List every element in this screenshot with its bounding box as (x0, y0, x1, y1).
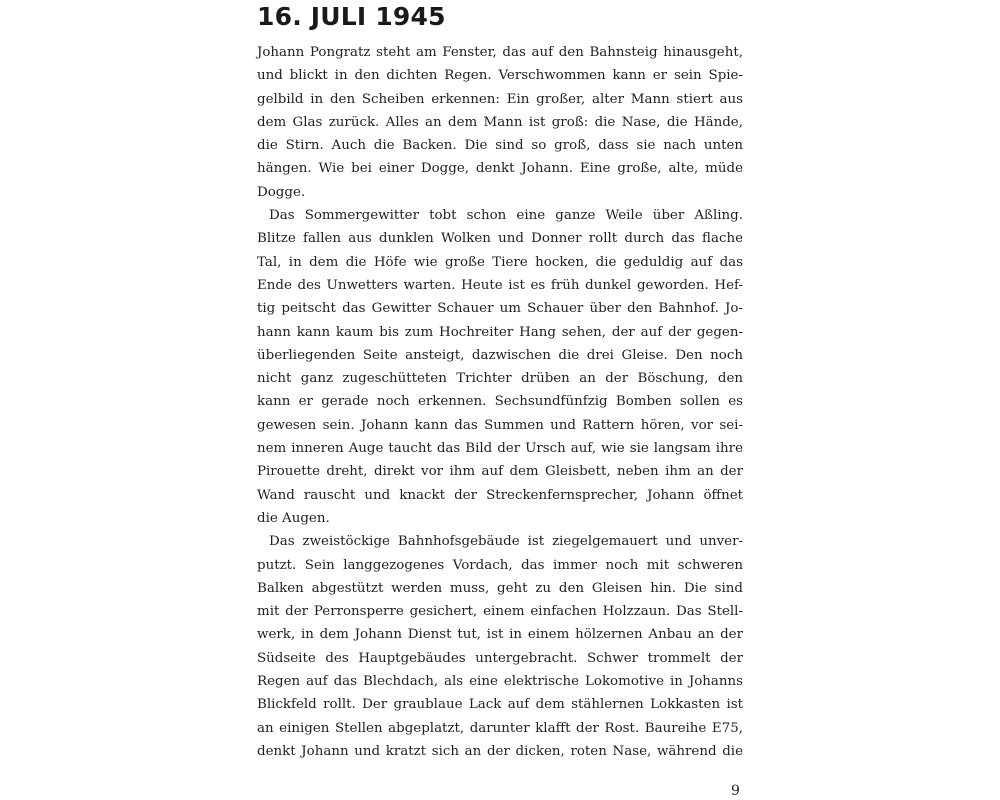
text-line: und blickt in den dichten Regen. Verschwommen kann er sein Spie- (257, 68, 743, 84)
text-line: Regen auf das Blechdach, als eine elektrische Lokomotive in Johanns (257, 674, 743, 690)
page-number: 9 (731, 783, 740, 799)
text-line: Balken abgestützt werden muss, geht zu den Gleisen hin. Die sind (257, 580, 743, 596)
text-line: Johann Pongratz steht am Fenster, das auf den Bahnsteig hinausgeht, (257, 45, 743, 60)
text-line: gelbild in den Scheiben erkennen: Ein großer, alter Mann stiert aus (257, 91, 743, 107)
text-line: dem Glas zurück. Alles an dem Mann ist groß: die Nase, die Hände, (257, 114, 743, 130)
body-text (257, 41, 743, 763)
paragraph-3 (257, 530, 743, 763)
text-line: die Stirn. Auch die Backen. Die sind so groß, dass sie nach unten (257, 138, 743, 154)
text-line: kann er gerade noch erkennen. Sechsundfünfzig Bomben sollen es (257, 394, 743, 410)
text-line: Wand rauscht und knackt der Streckenfernsprecher, Johann öffnet (257, 487, 743, 503)
text-line: die Augen. (257, 510, 330, 526)
text-line: Blickfeld rollt. Der graublaue Lack auf dem stählernen Lokkasten ist (257, 697, 743, 713)
text-line: überliegenden Seite ansteigt, dazwischen die drei Gleise. Den noch (257, 347, 743, 363)
text-line: hann kann kaum bis zum Hochreiter Hang sehen, der auf der gegen- (257, 324, 743, 340)
text-line: nicht ganz zugeschütteten Trichter drüben an der Böschung, den (257, 371, 743, 387)
text-line: werk, in dem Johann Dienst tut, ist in einem hölzernen Anbau an der (257, 627, 743, 643)
chapter-title: 16. JULI 1945 (257, 2, 446, 31)
text-line: Südseite des Hauptgebäudes untergebracht. Schwer trommelt der (257, 650, 743, 666)
text-line: Blitze fallen aus dunklen Wolken und Donner rollt durch das flache (257, 231, 743, 247)
text-line: Das zweistöckige Bahnhofsgebäude ist ziegelgemauert und unver- (269, 534, 743, 550)
text-line: hängen. Wie bei einer Dogge, denkt Johann. Eine große, alte, müde (257, 161, 743, 177)
text-line: mit der Perronsperre gesichert, einem einfachen Holzzaun. Das Stell- (257, 604, 743, 620)
text-line: gewesen sein. Johann kann das Summen und Rattern hören, vor sei- (257, 417, 743, 433)
paragraph-2 (257, 204, 743, 530)
paragraph-1 (257, 41, 743, 204)
text-line: nem inneren Auge taucht das Bild der Ursch auf, wie sie langsam ihre (257, 441, 743, 457)
text-line: Ende des Unwetters warten. Heute ist es früh dunkel geworden. Hef- (257, 277, 743, 293)
text-line: Das Sommergewitter tobt schon eine ganze Weile über Aßling. (269, 208, 743, 224)
text-line: Pirouette dreht, direkt vor ihm auf dem Gleisbett, neben ihm an der (257, 464, 743, 480)
text-line: Tal, in dem die Höfe wie große Tiere hocken, die geduldig auf das (257, 254, 743, 270)
text-line: denkt Johann und kratzt sich an der dicken, roten Nase, während die (257, 743, 743, 759)
text-line: Dogge. (257, 184, 306, 200)
text-line: an einigen Stellen abgeplatzt, darunter klafft der Rost. Baureihe E75, (257, 720, 743, 736)
text-line: tig peitscht das Gewitter Schauer um Schauer über den Bahnhof. Jo- (257, 301, 743, 317)
text-line: putzt. Sein langgezogenes Vordach, das immer noch mit schweren (257, 557, 743, 573)
